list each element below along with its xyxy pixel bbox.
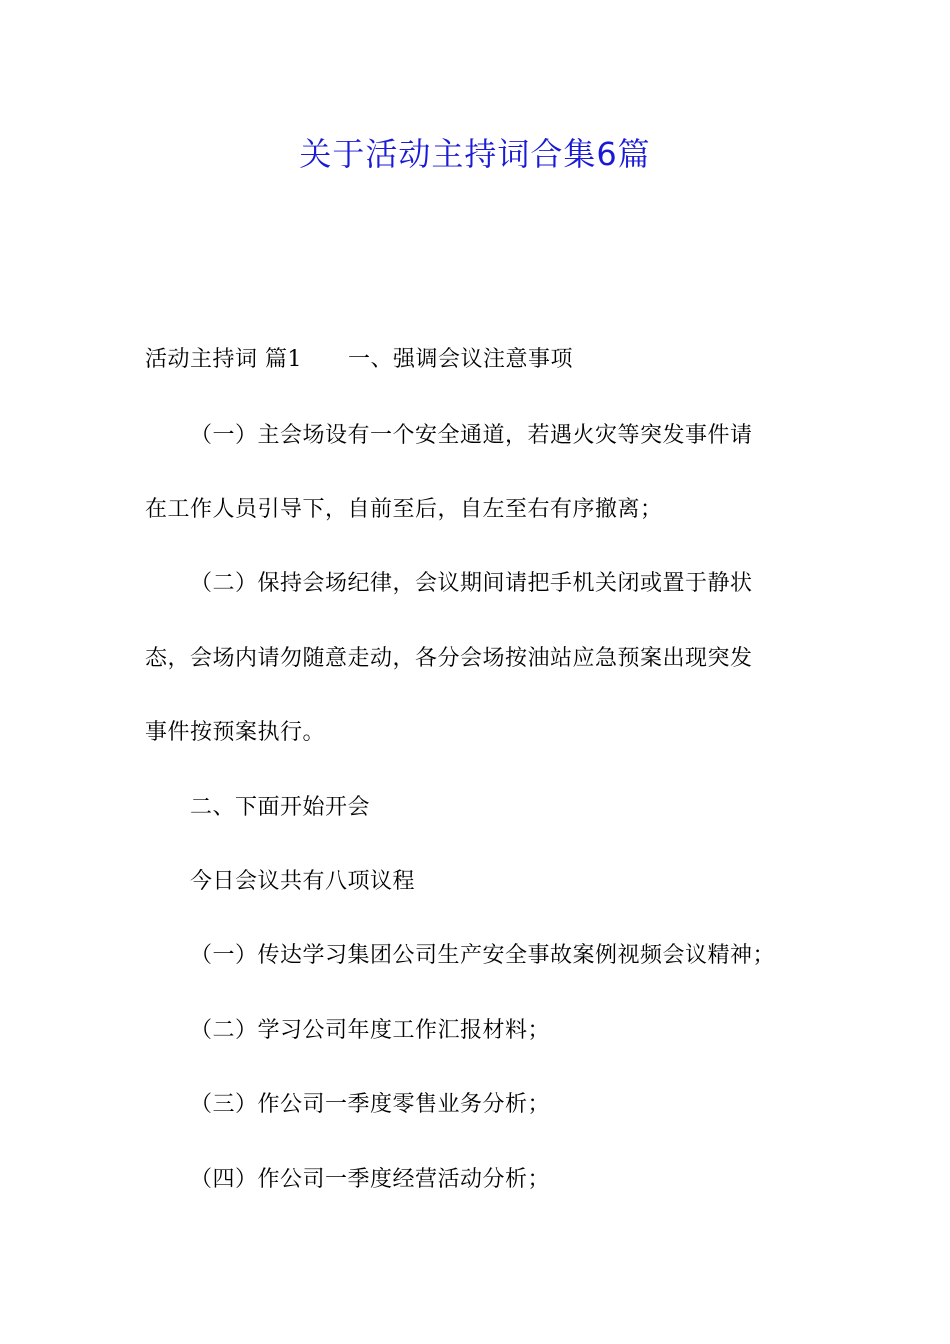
paragraph-line: 在工作人员引导下，自前至后，自左至右有序撤离； — [145, 497, 663, 522]
agenda-item: （四）作公司一季度经营活动分析； — [190, 1167, 551, 1192]
section-heading-2: 二、下面开始开会 — [190, 795, 371, 820]
paragraph-line: 事件按预案执行。 — [145, 720, 326, 745]
document-title: 关于活动主持词合集6篇 — [299, 135, 651, 173]
section-heading — [145, 342, 815, 378]
paragraph-line: （一）主会场设有一个安全通道，若遇火灾等突发事件请 — [190, 423, 753, 448]
heading-suffix: 一、强调会议注意事项 — [348, 347, 574, 372]
paragraph-line: 今日会议共有八项议程 — [190, 869, 416, 894]
agenda-item: （三）作公司一季度零售业务分析； — [190, 1092, 551, 1117]
heading-prefix: 活动主持词 篇1 — [145, 347, 302, 372]
agenda-item: （一）传达学习集团公司生产安全事故案例视频会议精神； — [190, 943, 776, 968]
paragraph-line: （二）保持会场纪律，会议期间请把手机关闭或置于静状 — [190, 571, 753, 596]
agenda-item: （二）学习公司年度工作汇报材料； — [190, 1018, 551, 1043]
paragraph-line: 态，会场内请勿随意走动，各分会场按油站应急预案出现突发 — [145, 646, 753, 671]
